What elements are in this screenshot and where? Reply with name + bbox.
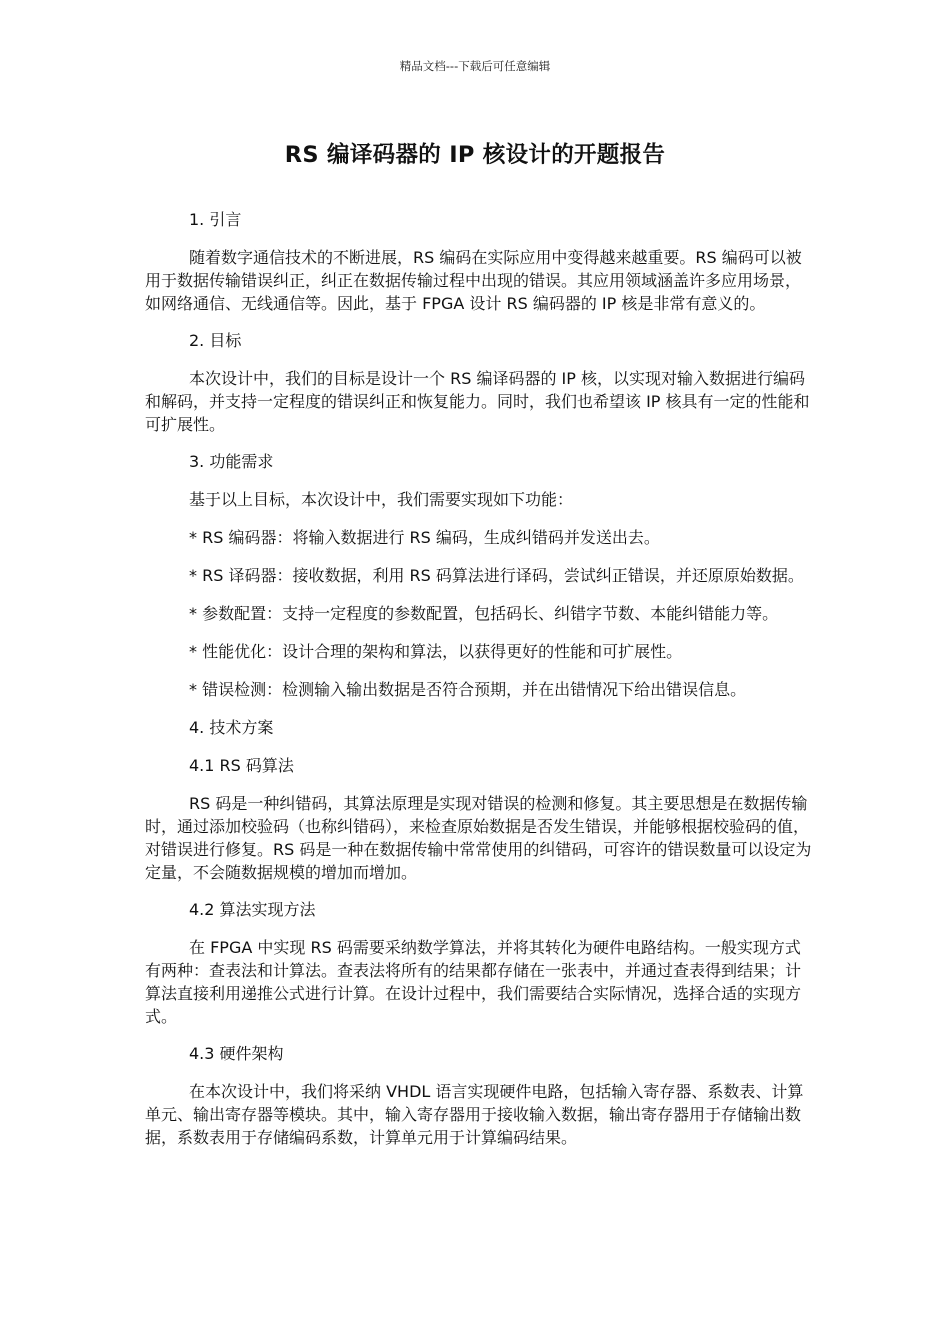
- list-item-decoder: * RS 译码器：接收数据，利用 RS 码算法进行译码，尝试纠正错误，并还原原始数据。: [189, 566, 804, 585]
- document-title: RS 编译码器的 IP 核设计的开题报告: [284, 142, 666, 168]
- paragraph-intro: 随着数字通信技术的不断进展，RS 编码在实际应用中变得越来越重要。RS 编码可以被用于数据传输错误纠正，纠正在数据传输过程中出现的错误。其应用领域涵盖许多应用场景，如网络通信、无线通信等。因此，基于 FPGA 设计 RS 编码器的 IP 核是非常有意义的。: [145, 248, 802, 313]
- list-item-performance: * 性能优化：设计合理的架构和算法，以获得更好的性能和可扩展性。: [189, 642, 683, 661]
- document-body: [145, 208, 815, 1149]
- section-heading-tech: 4. 技术方案: [189, 718, 274, 737]
- section-heading-intro: 1. 引言: [189, 210, 242, 229]
- subsection-heading-rs-algorithm: 4.1 RS 码算法: [189, 756, 294, 775]
- paragraph-implementation: 在 FPGA 中实现 RS 码需要采纳数学算法，并将其转化为硬件电路结构。一般实现方式有两种：查表法和计算法。查表法将所有的结果都存储在一张表中，并通过查表得到结果；计算法直接利用递推公式进行计算。在设计过程中，我们需要结合实际情况，选择合适的实现方式。: [145, 938, 802, 1026]
- subsection-heading-implementation: 4.2 算法实现方法: [189, 900, 316, 919]
- section-heading-requirements: 3. 功能需求: [189, 452, 274, 471]
- paragraph-rs-algorithm: RS 码是一种纠错码，其算法原理是实现对错误的检测和修复。其主要思想是在数据传输时，通过添加校验码（也称纠错码），来检查原始数据是否发生错误，并能够根据校验码的值，对错误进行修复。RS 码是一种在数据传输中常常使用的纠错码，可容许的错误数量可以设定为定量，不会随数据规模的增加而增加。: [145, 794, 812, 882]
- page-header: 精品文档---下载后可任意编辑: [399, 59, 551, 73]
- paragraph-requirements-intro: 基于以上目标，本次设计中，我们需要实现如下功能：: [189, 490, 574, 509]
- subsection-heading-hardware: 4.3 硬件架构: [189, 1044, 284, 1063]
- paragraph-hardware: 在本次设计中，我们将采纳 VHDL 语言实现硬件电路，包括输入寄存器、系数表、计算单元、输出寄存器等模块。其中，输入寄存器用于接收输入数据，输出寄存器用于存储输出数据，系数表用于存储编码系数，计算单元用于计算编码结果。: [145, 1082, 804, 1147]
- list-item-encoder: * RS 编码器：将输入数据进行 RS 编码，生成纠错码并发送出去。: [189, 528, 660, 547]
- paragraph-goals: 本次设计中，我们的目标是设计一个 RS 编译码器的 IP 核，以实现对输入数据进行编码和解码，并支持一定程度的错误纠正和恢复能力。同时，我们也希望该 IP 核具有一定的性能和可扩展性。: [145, 369, 810, 434]
- list-item-error-detection: * 错误检测：检测输入输出数据是否符合预期，并在出错情况下给出错误信息。: [189, 680, 747, 699]
- section-heading-goals: 2. 目标: [189, 331, 242, 350]
- list-item-config: * 参数配置：支持一定程度的参数配置，包括码长、纠错字节数、本能纠错能力等。: [189, 604, 779, 623]
